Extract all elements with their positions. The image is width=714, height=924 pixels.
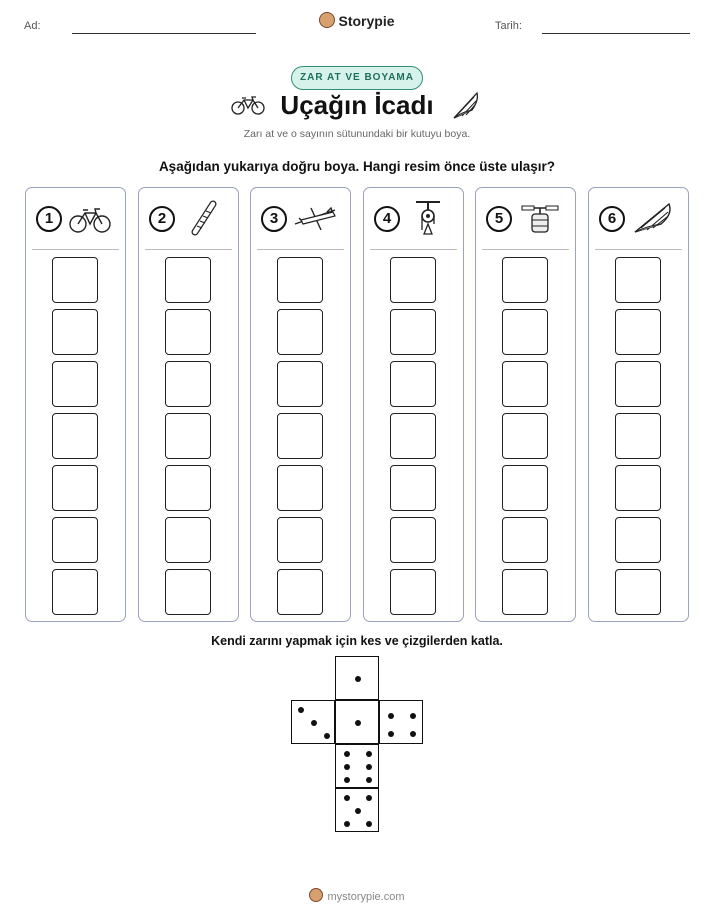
color-box[interactable]: [390, 517, 436, 563]
column-number: 5: [486, 206, 512, 232]
color-box[interactable]: [502, 413, 548, 459]
dice-caption: Kendi zarını yapmak için kes ve çizgilerden katla.: [211, 634, 503, 648]
column-number: 4: [374, 206, 400, 232]
wing-icon: [631, 200, 675, 236]
name-line[interactable]: [72, 33, 256, 34]
column-divider: [145, 249, 232, 250]
column-2: [138, 187, 239, 622]
instruction-text: Aşağıdan yukarıya doğru boya. Hangi resim önce üste ulaşır?: [158, 159, 556, 174]
column-divider: [482, 249, 569, 250]
color-box[interactable]: [390, 309, 436, 355]
dice-pip: [344, 751, 350, 757]
bicycle-icon: [68, 200, 112, 236]
column-divider: [595, 249, 682, 250]
dice-face-1: [335, 700, 379, 744]
color-box[interactable]: [277, 413, 323, 459]
color-box[interactable]: [277, 309, 323, 355]
date-line[interactable]: [542, 33, 690, 34]
column-divider: [32, 249, 119, 250]
column-divider: [257, 249, 344, 250]
dice-pip: [344, 777, 350, 783]
color-box[interactable]: [165, 569, 211, 615]
dice-pip: [366, 751, 372, 757]
color-box[interactable]: [165, 309, 211, 355]
color-box[interactable]: [615, 569, 661, 615]
dice-pip: [366, 821, 372, 827]
dice-pip: [324, 733, 330, 739]
color-box[interactable]: [390, 257, 436, 303]
dice-face-1: [335, 656, 379, 700]
page-title: Uçağın İcadı: [280, 90, 434, 120]
column-number: 2: [149, 206, 175, 232]
color-box[interactable]: [615, 413, 661, 459]
color-box[interactable]: [502, 569, 548, 615]
column-number: 1: [36, 206, 62, 232]
color-box[interactable]: [52, 465, 98, 511]
color-box[interactable]: [165, 257, 211, 303]
color-box[interactable]: [277, 517, 323, 563]
color-box[interactable]: [615, 361, 661, 407]
footer: [0, 888, 714, 903]
dice-pip: [355, 808, 361, 814]
color-box[interactable]: [502, 517, 548, 563]
dice-pip: [355, 676, 361, 682]
color-box[interactable]: [165, 517, 211, 563]
dice-face-4: [379, 700, 423, 744]
color-box[interactable]: [277, 257, 323, 303]
dice-pip: [311, 720, 317, 726]
column-divider: [370, 249, 457, 250]
bear-icon: [319, 12, 335, 28]
title-wing-icon: [452, 90, 480, 120]
column-number: 3: [261, 206, 287, 232]
brand-logo: [0, 12, 714, 29]
color-box[interactable]: [615, 309, 661, 355]
color-box[interactable]: [390, 569, 436, 615]
dice-pip: [410, 713, 416, 719]
dice-pip: [344, 795, 350, 801]
color-box[interactable]: [390, 361, 436, 407]
dice-pip: [355, 720, 361, 726]
column-3: [250, 187, 351, 622]
color-box[interactable]: [52, 413, 98, 459]
color-box[interactable]: [52, 361, 98, 407]
dice-pip: [344, 764, 350, 770]
date-label: Tarih:: [495, 20, 522, 32]
color-box[interactable]: [52, 257, 98, 303]
dice-pip: [366, 777, 372, 783]
color-box[interactable]: [390, 465, 436, 511]
propeller-engine-icon: [518, 200, 562, 236]
name-label: Ad:: [24, 20, 41, 32]
color-box[interactable]: [502, 309, 548, 355]
color-box[interactable]: [52, 309, 98, 355]
dice-face-6: [335, 744, 379, 788]
column-4: [363, 187, 464, 622]
color-box[interactable]: [277, 465, 323, 511]
color-box[interactable]: [615, 465, 661, 511]
footer-url: mystorypie.com: [327, 891, 405, 903]
pulley-icon: [406, 200, 450, 236]
dice-pip: [410, 731, 416, 737]
subtitle: Zarı at ve o sayının sütunundaki bir kutuyu boya.: [243, 128, 471, 140]
color-box[interactable]: [165, 361, 211, 407]
dice-pip: [366, 764, 372, 770]
dice-pip: [388, 731, 394, 737]
dice-pip: [344, 821, 350, 827]
activity-badge: ZAR AT VE BOYAMA: [291, 66, 423, 90]
dice-face-3: [291, 700, 335, 744]
color-box[interactable]: [52, 517, 98, 563]
column-6: [588, 187, 689, 622]
color-box[interactable]: [502, 465, 548, 511]
rope-icon: [181, 200, 225, 236]
color-box[interactable]: [502, 257, 548, 303]
column-5: [475, 187, 576, 622]
color-box[interactable]: [165, 465, 211, 511]
dice-pip: [366, 795, 372, 801]
color-box[interactable]: [165, 413, 211, 459]
dice-face-5: [335, 788, 379, 832]
dice-pip: [298, 707, 304, 713]
column-1: [25, 187, 126, 622]
footer-bear-icon: [309, 888, 323, 902]
color-box[interactable]: [390, 413, 436, 459]
dice-pip: [388, 713, 394, 719]
brand-name: Storypie: [338, 13, 395, 29]
color-box[interactable]: [615, 257, 661, 303]
glider-icon: [293, 200, 337, 236]
color-box[interactable]: [52, 569, 98, 615]
color-box[interactable]: [277, 569, 323, 615]
color-box[interactable]: [502, 361, 548, 407]
column-number: 6: [599, 206, 625, 232]
color-box[interactable]: [615, 517, 661, 563]
color-box[interactable]: [277, 361, 323, 407]
